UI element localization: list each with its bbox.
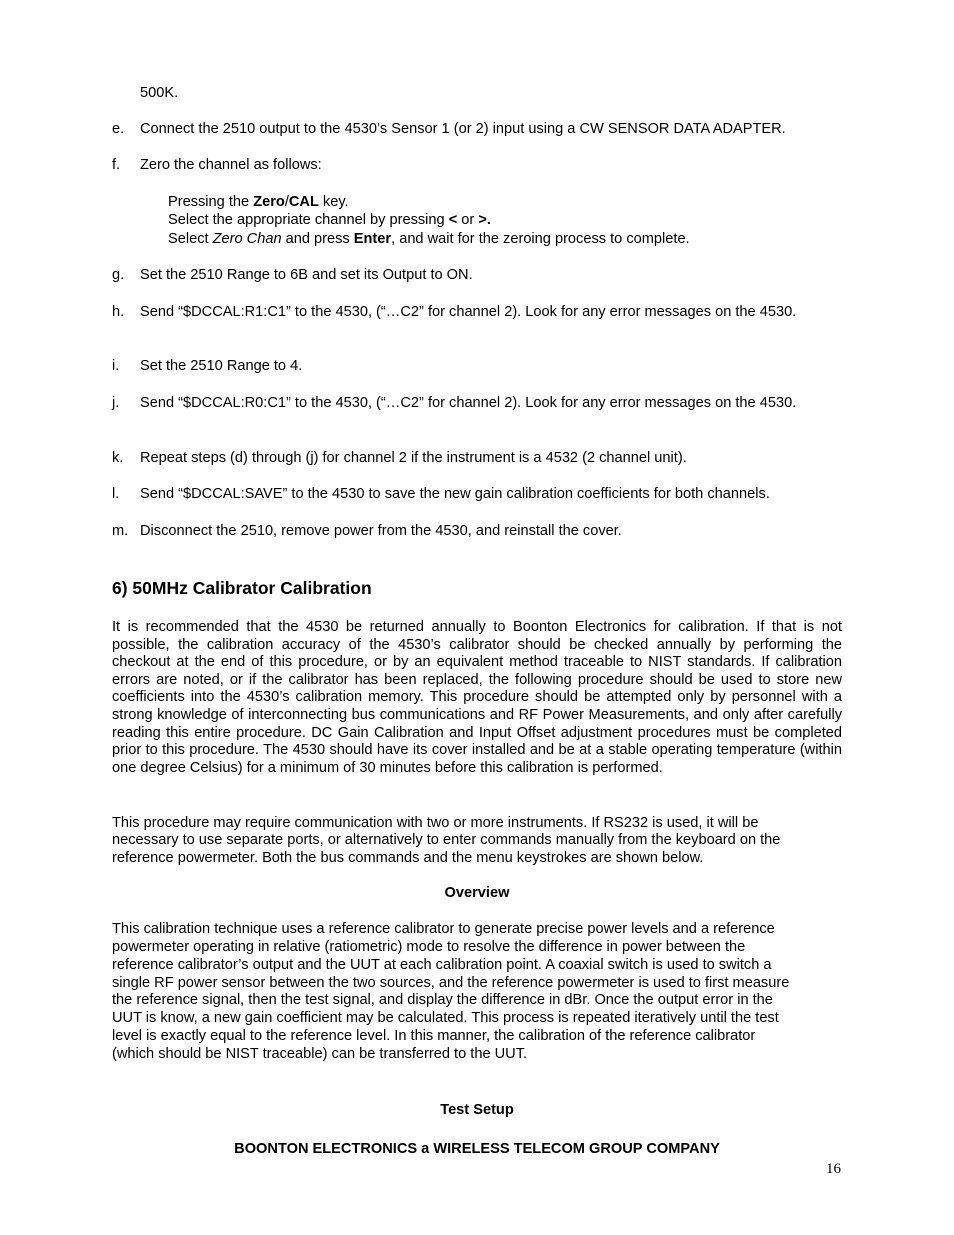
text-run: /: [284, 194, 289, 210]
step-label: e.: [112, 121, 125, 137]
procedure-note-line-3: reference powermeter. Both the bus commands and the menu keystrokes are shown below.: [112, 850, 704, 866]
text-run: , and wait for the zeroing process to complete.: [391, 231, 690, 247]
text-run: Select the appropriate channel by pressing: [168, 212, 449, 228]
key-name-enter: Enter: [353, 231, 392, 247]
test-setup-heading: Test Setup: [440, 1102, 514, 1118]
overview-line-7: level is exactly equal to the reference level. In this manner, the calibration of the reference calibrator: [112, 1028, 756, 1044]
key-name-zero: Zero: [253, 194, 285, 210]
footer-company: BOONTON ELECTRONICS a WIRELESS TELECOM GROUP COMPANY: [234, 1141, 720, 1157]
step-label: g.: [112, 267, 125, 283]
intro-paragraph: It is recommended that the 4530 be returned annually to Boonton Electronics for calibration. If that is not possible, the calibration accuracy of the 4530’s calibrator should be checked annually by performing the checkout at the end of this procedure, or by an equivalent method traceable to NIST standards. If calibration errors are noted, or if the calibrator has been replaced, the following procedure should be used to store new coefficients into the 4530’s calibration memory. This procedure should be attempted only by personnel with a strong knowledge of interconnecting bus communications and RF Power Measurements, and only after carefully reading this entire procedure. DC Gain Calibration and Input Offset adjustment procedures must be completed prior to this procedure. The 4530 should have its cover installed and be at a stable operating temperature (within one degree Celsius) for a minimum of 30 minutes before this calibration is performed.: [112, 619, 842, 776]
text-run: and press: [281, 231, 354, 247]
step-label: k.: [112, 450, 124, 466]
continuation-text: 500K.: [140, 85, 179, 101]
overview-line-3: reference calibrator’s output and the UUT at each calibration point. A coaxial switch is used to switch a: [112, 957, 772, 973]
step-label: m.: [112, 523, 129, 539]
zero-instruction-2: [168, 212, 828, 230]
menu-item-zero-chan: Zero Chan: [212, 231, 282, 247]
step-label: l.: [112, 486, 120, 502]
step-label: j.: [112, 395, 120, 411]
text-run: Pressing the: [168, 194, 254, 210]
step-text: Disconnect the 2510, remove power from the 4530, and reinstall the cover.: [140, 523, 622, 539]
overview-line-8: (which should be NIST traceable) can be transferred to the UUT.: [112, 1046, 528, 1062]
step-text: Zero the channel as follows:: [140, 157, 322, 173]
step-text: Repeat steps (d) through (j) for channel 2 if the instrument is a 4532 (2 channel unit).: [140, 450, 687, 466]
key-name-cal: CAL: [288, 194, 319, 210]
step-text: Set the 2510 Range to 4.: [140, 358, 303, 374]
overview-line-5: the reference signal, then the test signal, and display the difference in dBr. Once the output error in the: [112, 992, 773, 1008]
procedure-note-line-2: necessary to use separate ports, or alternatively to enter commands manually from the keyboard on the: [112, 832, 781, 848]
procedure-note-line-1: This procedure may require communication with two or more instruments. If RS232 is used, it will be: [112, 815, 759, 831]
section-heading: 6) 50MHz Calibrator Calibration: [112, 578, 372, 598]
step-label: h.: [112, 304, 125, 320]
step-text: Connect the 2510 output to the 4530’s Sensor 1 (or 2) input using a CW SENSOR DATA ADAPTER.: [140, 121, 786, 137]
zero-instruction-3: [168, 231, 828, 249]
key-name-left: <: [448, 212, 458, 228]
step-label: i.: [112, 358, 120, 374]
zero-instruction-1: [168, 194, 828, 212]
step-label: f.: [112, 157, 121, 173]
step-text: Set the 2510 Range to 6B and set its Output to ON.: [140, 267, 473, 283]
overview-line-6: UUT is know, a new gain coefficient may be calculated. This process is repeated iteratively until the test: [112, 1010, 779, 1026]
step-text: Send “$DCCAL:SAVE” to the 4530 to save the new gain calibration coefficients for both channels.: [140, 486, 770, 502]
page-number: 16: [826, 1161, 841, 1177]
overview-line-2: powermeter operating in relative (ratiometric) mode to resolve the difference in power between the: [112, 939, 746, 955]
text-run: key.: [318, 194, 349, 210]
overview-line-1: This calibration technique uses a reference calibrator to generate precise power levels and a reference: [112, 921, 775, 937]
step-text: Send “$DCCAL:R1:C1” to the 4530, (“…C2” for channel 2). Look for any error messages on the 4530.: [140, 304, 797, 320]
key-name-right: >.: [478, 212, 491, 228]
overview-heading: Overview: [444, 885, 510, 901]
text-run: or: [457, 212, 479, 228]
step-text: Send “$DCCAL:R0:C1” to the 4530, (“…C2” for channel 2). Look for any error messages on the 4530.: [140, 395, 797, 411]
overview-line-4: single RF power sensor between the two sources, and the reference powermeter is used to first measure: [112, 975, 790, 991]
text-run: Select: [168, 231, 213, 247]
